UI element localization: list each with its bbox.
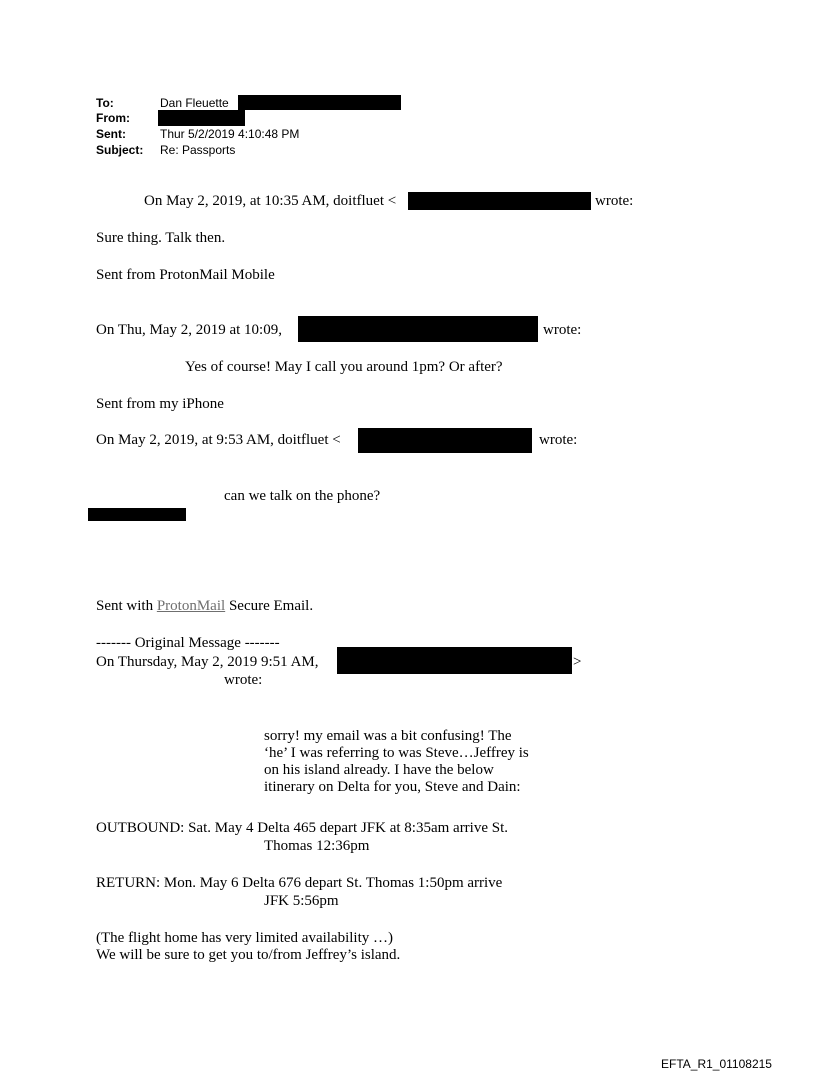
from-label: From: xyxy=(96,111,130,125)
quote-line-2-wrote: wrote: xyxy=(543,322,582,338)
protonmail-link[interactable]: ProtonMail xyxy=(156,598,226,614)
original-message-header: ------- Original Message ------- xyxy=(96,635,280,651)
closing-line-1: (The flight home has very limited availability …) xyxy=(96,930,394,946)
quote-line-1-wrote: wrote: xyxy=(595,193,634,209)
signature-1: Sent from ProtonMail Mobile xyxy=(96,267,275,283)
to-value: Dan Fleuette xyxy=(160,96,229,110)
sent-with-line xyxy=(96,597,313,615)
outbound-line-2: Thomas 12:36pm xyxy=(264,838,370,854)
subject-value: Re: Passports xyxy=(160,143,236,157)
reply-3: can we talk on the phone? xyxy=(224,488,381,504)
quote-line-3: On May 2, 2019, at 9:53 AM, doitfluet < xyxy=(96,432,341,448)
body-line: sorry! my email was a bit confusing! The xyxy=(264,728,512,744)
redaction-email-3 xyxy=(358,428,532,453)
reply-1: Sure thing. Talk then. xyxy=(96,230,226,246)
original-message-wrote: wrote: xyxy=(224,672,263,688)
redaction-email-2 xyxy=(298,316,538,342)
reply-2: Yes of course! May I call you around 1pm? Or after? xyxy=(185,359,503,375)
subject-label: Subject: xyxy=(96,143,144,157)
return-line-1: RETURN: Mon. May 6 Delta 676 depart St. Thomas 1:50pm arrive xyxy=(96,875,503,891)
sent-with-prefix: Sent with xyxy=(96,598,157,614)
outbound-line-1: OUTBOUND: Sat. May 4 Delta 465 depart JFK at 8:35am arrive St. xyxy=(96,820,509,836)
closing-line-2: We will be sure to get you to/from Jeffrey’s island. xyxy=(96,947,401,963)
quote-line-2: On Thu, May 2, 2019 at 10:09, xyxy=(96,322,282,338)
body-line: itinerary on Delta for you, Steve and Dain: xyxy=(264,779,521,795)
redaction-email-1 xyxy=(408,192,591,210)
to-label: To: xyxy=(96,96,114,110)
redaction-to xyxy=(238,95,401,110)
sent-label: Sent: xyxy=(96,127,126,141)
original-message-gt: > xyxy=(573,654,582,670)
redaction-email-4 xyxy=(337,647,572,674)
original-message-line: On Thursday, May 2, 2019 9:51 AM, xyxy=(96,654,319,670)
return-line-2: JFK 5:56pm xyxy=(264,893,339,909)
document-id: EFTA_R1_01108215 xyxy=(661,1057,772,1071)
quote-line-3-wrote: wrote: xyxy=(539,432,578,448)
quote-line-1: On May 2, 2019, at 10:35 AM, doitfluet < xyxy=(144,193,397,209)
original-message-body xyxy=(264,728,529,796)
sent-value: Thur 5/2/2019 4:10:48 PM xyxy=(160,127,300,141)
sent-with-suffix: Secure Email. xyxy=(225,598,314,614)
body-line: on his island already. I have the below xyxy=(264,762,494,778)
redaction-signature xyxy=(88,508,186,521)
body-line: ‘he’ I was referring to was Steve…Jeffrey is xyxy=(264,745,529,761)
signature-2: Sent from my iPhone xyxy=(96,396,224,412)
redaction-from xyxy=(158,110,245,126)
